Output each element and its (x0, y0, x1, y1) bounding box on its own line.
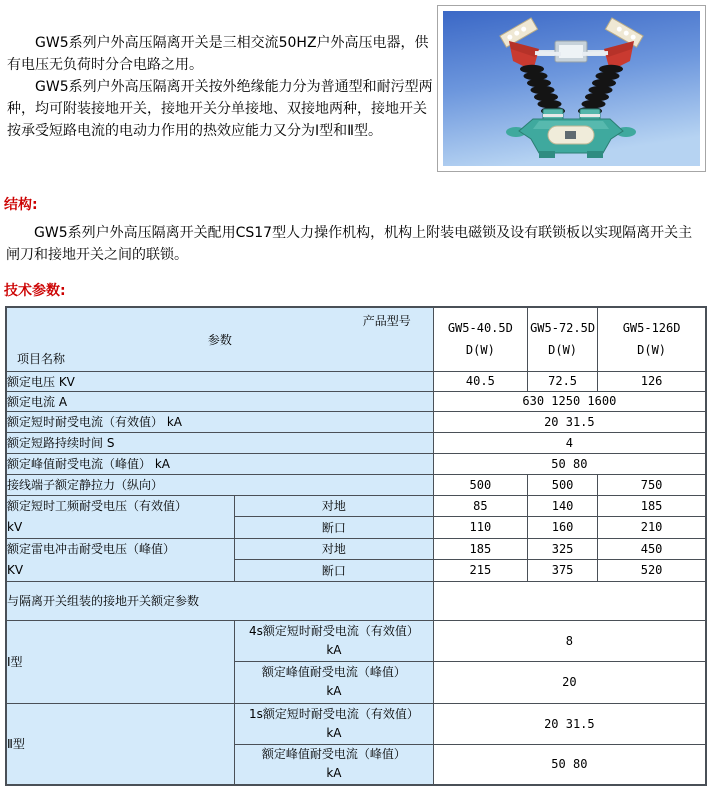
param-label: 额定峰值耐受电流（峰值） kA (235, 744, 434, 785)
intro-paragraph-2: GW5系列户外高压隔离开关按外绝缘能力分为普通型和耐污型两种，均可附装接地开关，接地开关分单接地、双接地两种，接地开关按承受短路电流的电动力作用的热效应能力又分为Ⅰ型和Ⅱ型。 (7, 79, 433, 139)
earthing-section-label: 与隔离开关组装的接地开关额定参数 (6, 581, 433, 620)
cell-value: 40.5 (433, 371, 527, 391)
row-label: 额定雷电冲击耐受电压（峰值） KV (6, 538, 235, 581)
corner-label-product-model: 产品型号 (362, 314, 411, 329)
model-column-header: GW5-72.5D D(W) (527, 307, 597, 371)
cell-value: 215 (433, 560, 527, 582)
cell-value: 20 31.5 (433, 703, 706, 744)
table-row (6, 474, 706, 495)
cell-value: 140 (527, 495, 597, 517)
cell-value: 630 1250 1600 (433, 391, 706, 411)
type-label: Ⅰ型 (6, 620, 235, 703)
cell-value: 185 (433, 538, 527, 560)
table-row (6, 432, 706, 453)
product-photo-illustration (443, 11, 700, 166)
table-row (6, 391, 706, 411)
cell-value: 160 (527, 517, 597, 539)
product-photo (437, 5, 706, 172)
table-corner-cell (6, 307, 433, 371)
cell-value: 185 (598, 495, 706, 517)
table-row (6, 495, 706, 517)
table-row (6, 620, 706, 661)
structure-paragraph: GW5系列户外高压隔离开关配用CS17型人力操作机构，机构上附装电磁锁及设有联锁板以实现隔离开关主闸刀和接地开关之间的联锁。 (6, 225, 693, 263)
intro-text-block (7, 32, 437, 142)
cell-value: 126 (598, 371, 706, 391)
row-label: 额定峰值耐受电流（峰值） kA (6, 453, 433, 474)
structure-heading: 结构: (4, 197, 38, 213)
row-label: 额定电流 A (6, 391, 433, 411)
sub-row-label: 断口 (235, 517, 434, 539)
cell-value: 500 (433, 474, 527, 495)
row-label: 额定短时工频耐受电压（有效值） kV (6, 495, 235, 538)
sub-row-label: 断口 (235, 560, 434, 582)
row-label: 额定短时耐受电流（有效值） kA (6, 411, 433, 432)
model-column-header: GW5-126D D(W) (598, 307, 706, 371)
table-row (6, 703, 706, 744)
table-row (6, 411, 706, 432)
sub-row-label: 对地 (235, 538, 434, 560)
empty-cell (433, 581, 706, 620)
row-label: 接线端子额定静拉力（纵向） (6, 474, 433, 495)
spec-table (5, 306, 707, 786)
table-row (6, 371, 706, 391)
cell-value: 325 (527, 538, 597, 560)
top-section (0, 0, 709, 180)
row-label: 额定短路持续时间 S (6, 432, 433, 453)
cell-value: 50 80 (433, 453, 706, 474)
table-row (6, 581, 706, 620)
cell-value: 4 (433, 432, 706, 453)
table-row (6, 538, 706, 560)
table-header-row (6, 307, 706, 371)
model-column-header: GW5-40.5D D(W) (433, 307, 527, 371)
cell-value: 85 (433, 495, 527, 517)
corner-label-item-name: 项目名称 (17, 352, 66, 367)
corner-label-parameter: 参数 (207, 333, 232, 348)
intro-paragraph-1: GW5系列户外高压隔离开关是三相交流50HZ户外高压电器，供有电压无负荷时分合电路之用。 (7, 35, 429, 73)
cell-value: 450 (598, 538, 706, 560)
param-label: 额定峰值耐受电流（峰值） kA (235, 661, 434, 703)
cell-value: 20 (433, 661, 706, 703)
row-label: 额定电压 KV (6, 371, 433, 391)
table-row (6, 453, 706, 474)
cell-value: 50 80 (433, 744, 706, 785)
cell-value: 72.5 (527, 371, 597, 391)
cell-value: 210 (598, 517, 706, 539)
cell-value: 8 (433, 620, 706, 661)
params-heading: 技术参数: (4, 283, 66, 299)
cell-value: 750 (598, 474, 706, 495)
type-label: Ⅱ型 (6, 703, 235, 785)
sub-row-label: 对地 (235, 495, 434, 517)
cell-value: 375 (527, 560, 597, 582)
param-label: 1s额定短时耐受电流（有效值） kA (235, 703, 434, 744)
cell-value: 500 (527, 474, 597, 495)
cell-value: 520 (598, 560, 706, 582)
cell-value: 20 31.5 (433, 411, 706, 432)
param-label: 4s额定短时耐受电流（有效值） kA (235, 620, 434, 661)
cell-value: 110 (433, 517, 527, 539)
